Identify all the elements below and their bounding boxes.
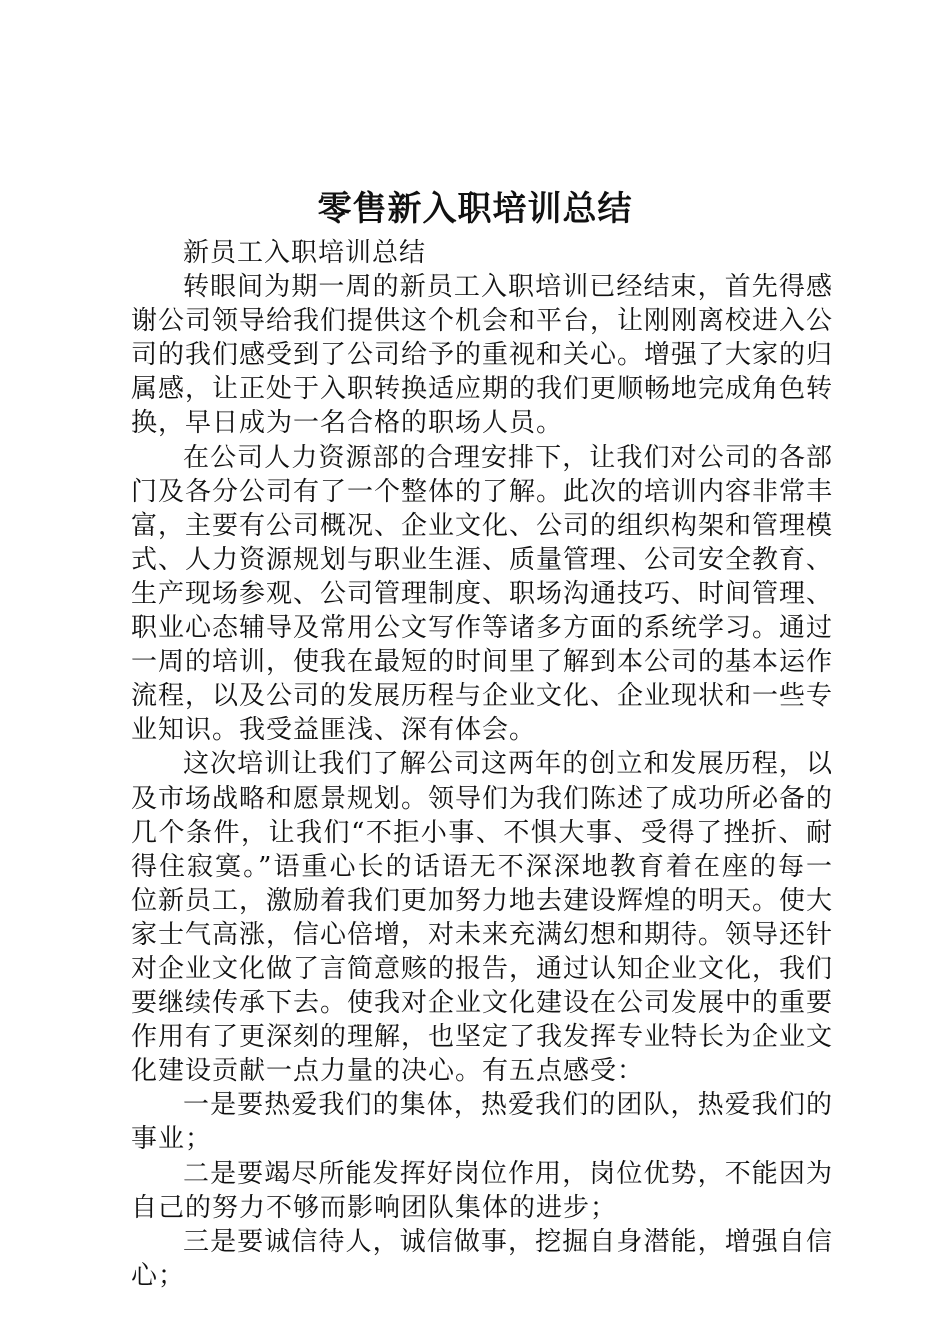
paragraph-history-culture: 这次培训让我们了解公司这两年的创立和发展历程，以及市场战略和愿景规划。领导们为我们陈述了成功所必备的几个条件，让我们“不拒小事、不惧大事、受得了挫折、耐得住寂寞。”语重心长的话语无不深深地教育着在座的每一位新员工，激励着我们更加努力地去建设辉煌的明天。使大家士气高涨，信心倍增，对未来充满幻想和期待。领导还针对企业文化做了言简意赅的报告，通过认知企业文化，我们要继续传承下去。使我对企业文化建设在公司发展中的重要作用有了更深刻的理解，也坚定了我发挥专业特长为企业文化建设贡献一点力量的决心。有五点感受： — [131, 749, 834, 1087]
paragraph-intro: 转眼间为期一周的新员工入职培训已经结束，首先得感谢公司领导给我们提供这个机会和平台，让刚刚离校进入公司的我们感受到了公司给予的重视和关心。增强了大家的归属感，让正处于入职转换适应期的我们更顺畅地完成角色转换，早日成为一名合格的职场人员。 — [131, 272, 834, 439]
list-item-one: 一是要热爱我们的集体，热爱我们的团队，热爱我们的事业； — [131, 1090, 833, 1155]
subtitle-paragraph: 新员工入职培训总结 — [183, 238, 427, 268]
list-item-three: 三是要诚信待人，诚信做事，挖掘自身潜能，增强自信心； — [131, 1226, 833, 1291]
paragraph-training-content: 在公司人力资源部的合理安排下，让我们对公司的各部门及各分公司有了一个整体的了解。此次的培训内容非常丰富，主要有公司概况、企业文化、公司的组织构架和管理模式、人力资源规划与职业生涯、质量管理、公司安全教育、生产现场参观、公司管理制度、职场沟通技巧、时间管理、职业心态辅导及常用公文写作等诸多方面的系统学习。通过一周的培训，使我在最短的时间里了解到本公司的基本运作流程，以及公司的发展历程与企业文化、企业现状和一些专业知识。我受益匪浅、深有体会。 — [131, 442, 834, 746]
document-body — [131, 236, 833, 1293]
list-item-two: 二是要竭尽所能发挥好岗位作用，岗位优势，不能因为自己的努力不够而影响团队集体的进步； — [131, 1158, 833, 1223]
document-title: 零售新入职培训总结 — [317, 189, 633, 229]
